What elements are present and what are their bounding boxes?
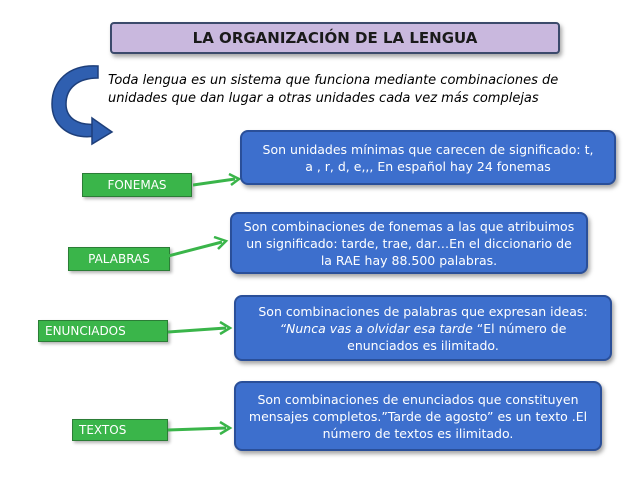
desc-fonemas-line-2: a , r, d, e,,, En español hay 24 fonemas	[305, 158, 551, 174]
desc-enunciados-line-3: enunciados es ilimitado.	[347, 337, 499, 353]
page-title: LA ORGANIZACIÓN DE LA LENGUA	[192, 29, 478, 47]
desc-palabras-line-2: un significado: tarde, trae, dar…En el diccionario de	[246, 235, 572, 251]
desc-enunciados	[234, 295, 612, 361]
desc-textos-line-1: Son combinaciones de enunciados que constituyen	[257, 391, 579, 407]
term-fonemas	[82, 173, 192, 197]
arrow-enunciados-icon	[168, 318, 234, 338]
desc-palabras	[230, 212, 588, 274]
term-palabras-label: PALABRAS	[88, 252, 150, 266]
desc-fonemas	[240, 130, 616, 185]
arrow-textos-icon	[168, 418, 234, 438]
desc-enunciados-line-2	[258, 320, 587, 337]
term-palabras	[68, 247, 170, 271]
arrow-fonemas-icon	[193, 172, 243, 192]
term-fonemas-label: FONEMAS	[107, 178, 167, 192]
desc-textos-line-3: número de textos es ilimitado.	[322, 425, 514, 441]
term-enunciados	[38, 320, 168, 342]
desc-enunciados-quote: “Nunca vas a olvidar esa tarde	[279, 320, 473, 336]
desc-fonemas-line-1: Son unidades mínimas que carecen de significado: t,	[262, 141, 594, 157]
intro-text	[108, 72, 608, 108]
desc-palabras-line-3: la RAE hay 88.500 palabras.	[320, 252, 498, 268]
term-enunciados-label: ENUNCIADOS	[45, 324, 126, 338]
term-textos-label: TEXTOS	[79, 423, 127, 437]
arrow-palabras-icon	[168, 236, 230, 260]
desc-enunciados-line-2-rest: “El número de	[472, 320, 567, 336]
title-box	[110, 22, 560, 54]
desc-enunciados-line-1: Son combinaciones de palabras que expresan ideas:	[258, 303, 588, 319]
desc-textos	[234, 381, 602, 451]
intro-line-1: Toda lengua es un sistema que funciona mediante combinaciones de	[108, 73, 559, 88]
desc-palabras-line-1: Son combinaciones de fonemas a las que atribuimos	[243, 218, 575, 234]
term-textos	[72, 419, 168, 441]
curved-arrow-icon	[46, 62, 116, 146]
intro-line-2: unidades que dan lugar a otras unidades cada vez más complejas	[108, 91, 539, 106]
desc-textos-line-2: mensajes completos.”Tarde de agosto” es un texto .El	[248, 408, 588, 424]
